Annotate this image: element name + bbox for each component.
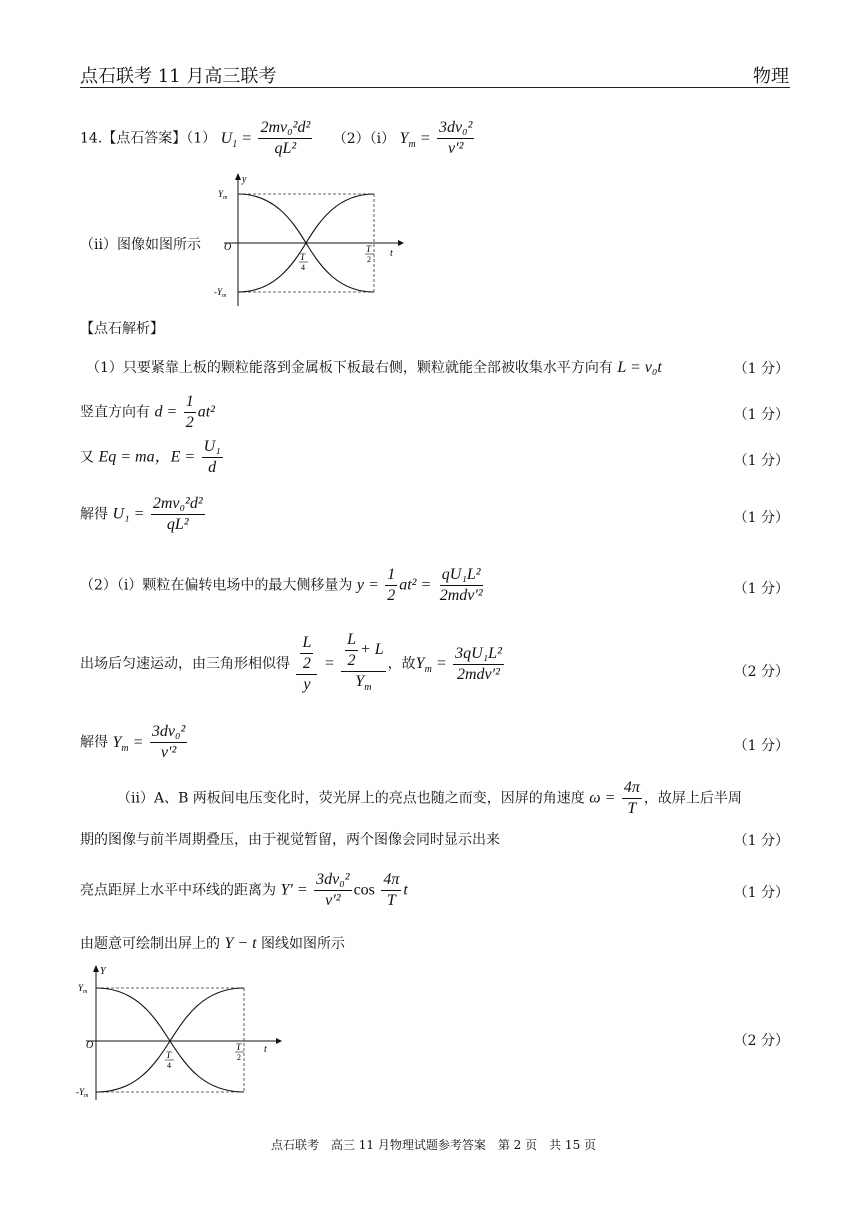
x-axis-label: t — [390, 248, 393, 259]
line-8-lhs: ω = — [589, 789, 616, 807]
line-10-fraction: $\frac{\text{3dv₀²}}{\text{v′²}}$ — [316, 871, 350, 909]
line-8-fraction: $\frac{4\pi}{T}$ — [623, 779, 640, 817]
t4-num: T — [166, 1050, 172, 1060]
line-4-score: （1 分） — [733, 510, 789, 526]
line-7-fraction: $\frac{\text{3dv₀²}}{\text{v′²}}$ — [151, 723, 186, 761]
x-axis-arrow-icon — [398, 240, 404, 246]
analysis-line-3 — [80, 437, 225, 478]
t4-den: 4 — [167, 1061, 171, 1070]
line-1-formula: L = v₀t — [617, 359, 662, 376]
line-10-lhs: Y′ = — [280, 881, 308, 899]
t4-den: 4 — [301, 263, 305, 272]
analysis-line-4 — [80, 494, 207, 535]
y-axis-arrow-icon — [235, 173, 241, 180]
line-2-half: $\frac{1}{2}$ — [185, 393, 194, 431]
line-2-text: 竖直方向有 — [80, 404, 150, 421]
line-5-text: （2）（ⅰ）颗粒在偏转电场中的最大侧移量为 — [80, 577, 353, 594]
neg-ym-label: $-Y_m$ — [76, 1087, 89, 1099]
origin-label: O — [224, 242, 232, 253]
line-5-mid: at² = — [399, 576, 432, 594]
analysis-line-1 — [86, 357, 662, 377]
line-1-text: （1）只要紧靠上板的颗粒能落到金属板下板最右侧，颗粒就能全部被收集水平方向有 — [86, 360, 613, 376]
line-8-tail: ，故屏上后半周 — [643, 790, 742, 807]
neg-cos-curve — [96, 988, 244, 1092]
line-11-text: 由题意可绘制出屏上的 — [80, 936, 220, 952]
analysis-line-5 — [80, 565, 487, 606]
line-7-lhs: $Y_m$ = — [112, 733, 144, 754]
y-axis-arrow-icon — [93, 965, 99, 972]
ym-fraction: $\frac{\text{3dv₀²}}{\text{v′²}}$ — [438, 119, 473, 157]
ym-lhs: $Y_m$ = — [399, 129, 431, 150]
page-footer: 点石联考 高三 11 月物理试题参考答案 第 2 页 共 15 页 — [270, 1138, 597, 1152]
line-4-text: 解得 — [80, 506, 108, 523]
line-1-score: （1 分） — [733, 361, 789, 377]
line-10-fraction-2: $\frac{4\pi}{T}$ — [383, 871, 400, 909]
line-6-fraction-a: $\frac{\frac{L}{2}}{y}$ — [296, 633, 317, 695]
analysis-line-8 — [117, 778, 742, 819]
line-6-lhs: $Y_m$ = — [415, 655, 447, 676]
u1-fraction: $\frac{\text{2mv₀²d²}}{\text{qL²}}$ — [260, 119, 311, 157]
line-7-text: 解得 — [80, 734, 108, 751]
ym-label: $Y_m$ — [78, 983, 88, 995]
y-axis-label: y — [242, 174, 247, 185]
analysis-line-6: 出场后匀速运动，由三角形相似得 $\frac{\frac{L}{2}}{y}$ = $\frac{L}{2}$ + L $Y_m$ ，故$Y_m$ = $\frac{\text{3qU₁L²}}{\text{2mdv′²}}$ — [80, 630, 506, 698]
analysis-line-9: 期的图像与前半周期叠压，由于视觉暂留，两个图像会同时显示出来 — [80, 832, 500, 848]
line-10-score: （1 分） — [733, 885, 789, 901]
line-6-score: （2 分） — [733, 664, 789, 680]
analysis-title: 【点石解析】 — [80, 321, 164, 337]
line-6-fraction-c: $\frac{\text{3qU₁L²}}{\text{2mdv′²}}$ — [455, 644, 502, 683]
t4-num: T — [300, 252, 306, 262]
part2-label: （2）（ⅰ） — [332, 130, 396, 147]
line-7-score: （1 分） — [733, 738, 789, 754]
origin-label: O — [86, 1040, 94, 1051]
x-axis-label: t — [264, 1044, 267, 1055]
analysis-line-2 — [80, 392, 215, 433]
header-rule — [80, 87, 790, 88]
t2-num: T — [366, 244, 372, 254]
line-10-text: 亮点距屏上水平中环线的距离为 — [80, 882, 276, 899]
line-9-score: （1 分） — [733, 833, 789, 849]
line-3-score: （1 分） — [733, 453, 789, 469]
t2-num: T — [236, 1042, 242, 1052]
t2-den: 2 — [237, 1053, 241, 1062]
line-5-score: （1 分） — [733, 581, 789, 597]
line-5-fraction: $\frac{\text{qU₁L²}}{\text{2mdv′²}}$ — [439, 566, 483, 604]
line-2-rest: at² — [197, 403, 215, 421]
header-title: 点石联考 11 月高三联考 — [80, 66, 277, 87]
u1-lhs: $U_1$ = — [220, 129, 252, 150]
graph-caption: （ⅱ）图像如图所示 — [80, 237, 201, 253]
y-axis-label: Y — [100, 966, 106, 977]
line-4-fraction: $\frac{\text{2mv₀²d²}}{\text{qL²}}$ — [152, 495, 203, 533]
line-5-half: $\frac{1}{2}$ — [387, 566, 396, 604]
line-8-text: （ⅱ）A、B 两板间电压变化时，荧光屏上的亮点也随之而变，因屏的角速度 — [117, 790, 585, 807]
analysis-line-10 — [80, 870, 408, 911]
line-4-lhs: U₁ = — [112, 505, 145, 523]
line-10-t: t — [403, 881, 408, 899]
line-10-cos: cos — [353, 881, 375, 899]
line-6-mid: ，故 — [387, 656, 416, 673]
line-11-tail: 图线如图所示 — [261, 936, 346, 952]
line-3-formula: Eq = ma，E = — [98, 448, 196, 466]
line-6-text: 出场后匀速运动，由三角形相似得 — [80, 656, 290, 673]
t2-den: 2 — [367, 255, 371, 264]
line-11-formula: Y − t — [224, 935, 257, 952]
neg-ym-label: $-Y_m$ — [214, 287, 227, 299]
line-3-text: 又 — [80, 449, 94, 466]
answer-line — [80, 118, 476, 159]
line-3-fraction: $\frac{\text{U₁}}{d}$ — [203, 438, 221, 476]
x-axis-arrow-icon — [276, 1038, 282, 1044]
header-subject: 物理 — [753, 66, 789, 87]
line-2-lhs: d = — [154, 403, 178, 421]
ym-label: $Y_m$ — [218, 189, 228, 201]
line-2-score: （1 分） — [733, 407, 789, 423]
line-6-fraction-b: $\frac{L}{2}$ + L $Y_m$ — [341, 630, 386, 698]
y-t-graph-2 — [76, 962, 286, 1102]
analysis-line-7 — [80, 722, 189, 763]
analysis-line-11 — [80, 933, 345, 953]
line-12-score: （2 分） — [733, 1033, 789, 1049]
answer-label: 14.【点石答案】（1） — [80, 130, 217, 147]
y-t-graph-1 — [214, 170, 406, 310]
line-5-lhs: y = — [356, 576, 379, 594]
